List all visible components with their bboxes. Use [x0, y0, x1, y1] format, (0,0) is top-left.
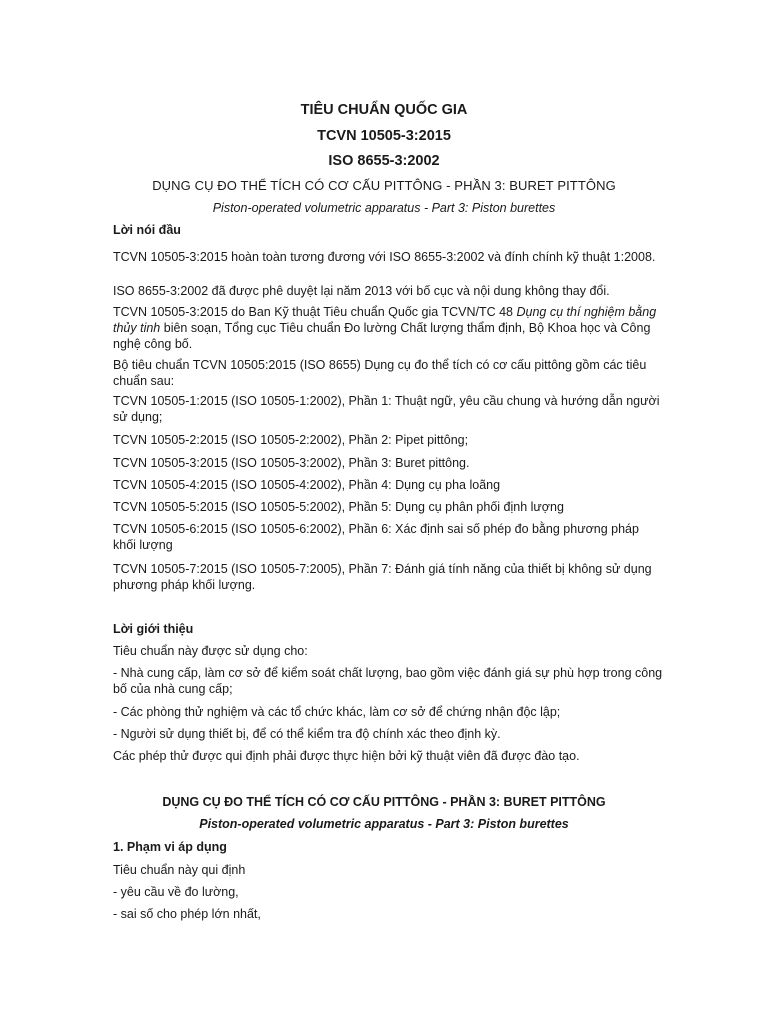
foreword-paragraph: TCVN 10505-3:2015 hoàn toàn tương đương với ISO 8655-3:2002 và đính chính kỹ thuật 1:2008. [113, 250, 656, 264]
intro-paragraph: Tiêu chuẩn này được sử dụng cho: [113, 644, 308, 658]
body-title-en: Piston-operated volumetric apparatus - Part 3: Piston burettes [199, 817, 569, 831]
foreword-paragraph: ISO 8655-3:2002 đã được phê duyệt lại năm 2013 với bố cục và nội dung không thay đổi. [113, 284, 610, 298]
intro-bullet: - Người sử dụng thiết bị, để có thể kiểm tra độ chính xác theo định kỳ. [113, 727, 501, 741]
section-heading: 1. Phạm vi áp dụng [113, 840, 227, 854]
committee-name: Dụng cụ thí nghiệm bằng thủy tinh [113, 305, 657, 335]
foreword-paragraph [113, 304, 663, 352]
list-item: TCVN 10505-2:2015 (ISO 10505-2:2002), Phần 2: Pipet pittông; [113, 433, 469, 447]
list-item: TCVN 10505-4:2015 (ISO 10505-4:2002), Phần 4: Dụng cụ pha loãng [113, 478, 501, 492]
text-span: biên soạn, Tổng cục Tiêu chuẩn Đo lường Chất lượng thẩm định, Bộ Khoa học và Công nghệ công bố. [113, 321, 651, 351]
intro-paragraph: Các phép thử được qui định phải được thực hiện bởi kỹ thuật viên đã được đào tạo. [113, 749, 580, 763]
list-item: TCVN 10505-5:2015 (ISO 10505-5:2002), Phần 5: Dụng cụ phân phối định lượng [113, 500, 564, 514]
intro-bullet: - Các phòng thử nghiệm và các tổ chức khác, làm cơ sở để chứng nhận độc lập; [113, 705, 561, 719]
list-item: TCVN 10505-6:2015 (ISO 10505-6:2002), Phần 6: Xác định sai số phép đo bằng phương pháp khối lượng [113, 522, 639, 552]
section-paragraph: Tiêu chuẩn này qui định [113, 863, 246, 877]
body-title-vi: DỤNG CỤ ĐO THỂ TÍCH CÓ CƠ CẤU PITTÔNG - PHẦN 3: BURET PITTÔNG [162, 795, 606, 809]
doc-title: TIÊU CHUẨN QUỐC GIA [300, 102, 468, 118]
section-bullet: - sai số cho phép lớn nhất, [113, 907, 261, 921]
foreword-heading: Lời nói đầu [113, 223, 181, 237]
list-item: TCVN 10505-7:2015 (ISO 10505-7:2005), Phần 7: Đánh giá tính năng của thiết bị không sử dụng phương pháp khối lượng. [113, 562, 652, 592]
doc-subtitle-en: Piston-operated volumetric apparatus - Part 3: Piston burettes [212, 201, 556, 215]
intro-bullet: - Nhà cung cấp, làm cơ sở để kiểm soát chất lượng, bao gồm việc đánh giá sự phù hợp trong công bố của nhà cung cấp; [113, 666, 663, 696]
list-item: TCVN 10505-3:2015 (ISO 10505-3:2002), Phần 3: Buret pittông. [113, 456, 470, 470]
doc-subtitle-vi: DỤNG CỤ ĐO THỂ TÍCH CÓ CƠ CẤU PITTÔNG - PHẦN 3: BURET PITTÔNG [152, 178, 616, 193]
intro-heading: Lời giới thiệu [113, 622, 194, 636]
doc-iso-code: ISO 8655-3:2002 [328, 153, 440, 169]
section-bullet: - yêu cầu về đo lường, [113, 885, 239, 899]
doc-code: TCVN 10505-3:2015 [317, 128, 451, 144]
list-item: TCVN 10505-1:2015 (ISO 10505-1:2002), Phần 1: Thuật ngữ, yêu cầu chung và hướng dẫn người sử dụng; [113, 394, 660, 424]
foreword-paragraph: Bộ tiêu chuẩn TCVN 10505:2015 (ISO 8655) Dụng cụ đo thể tích có cơ cấu pittông gồm các tiêu chuẩn sau: [113, 358, 647, 388]
text-span: TCVN 10505-3:2015 do Ban Kỹ thuật Tiêu chuẩn Quốc gia TCVN/TC 48 [113, 305, 517, 319]
